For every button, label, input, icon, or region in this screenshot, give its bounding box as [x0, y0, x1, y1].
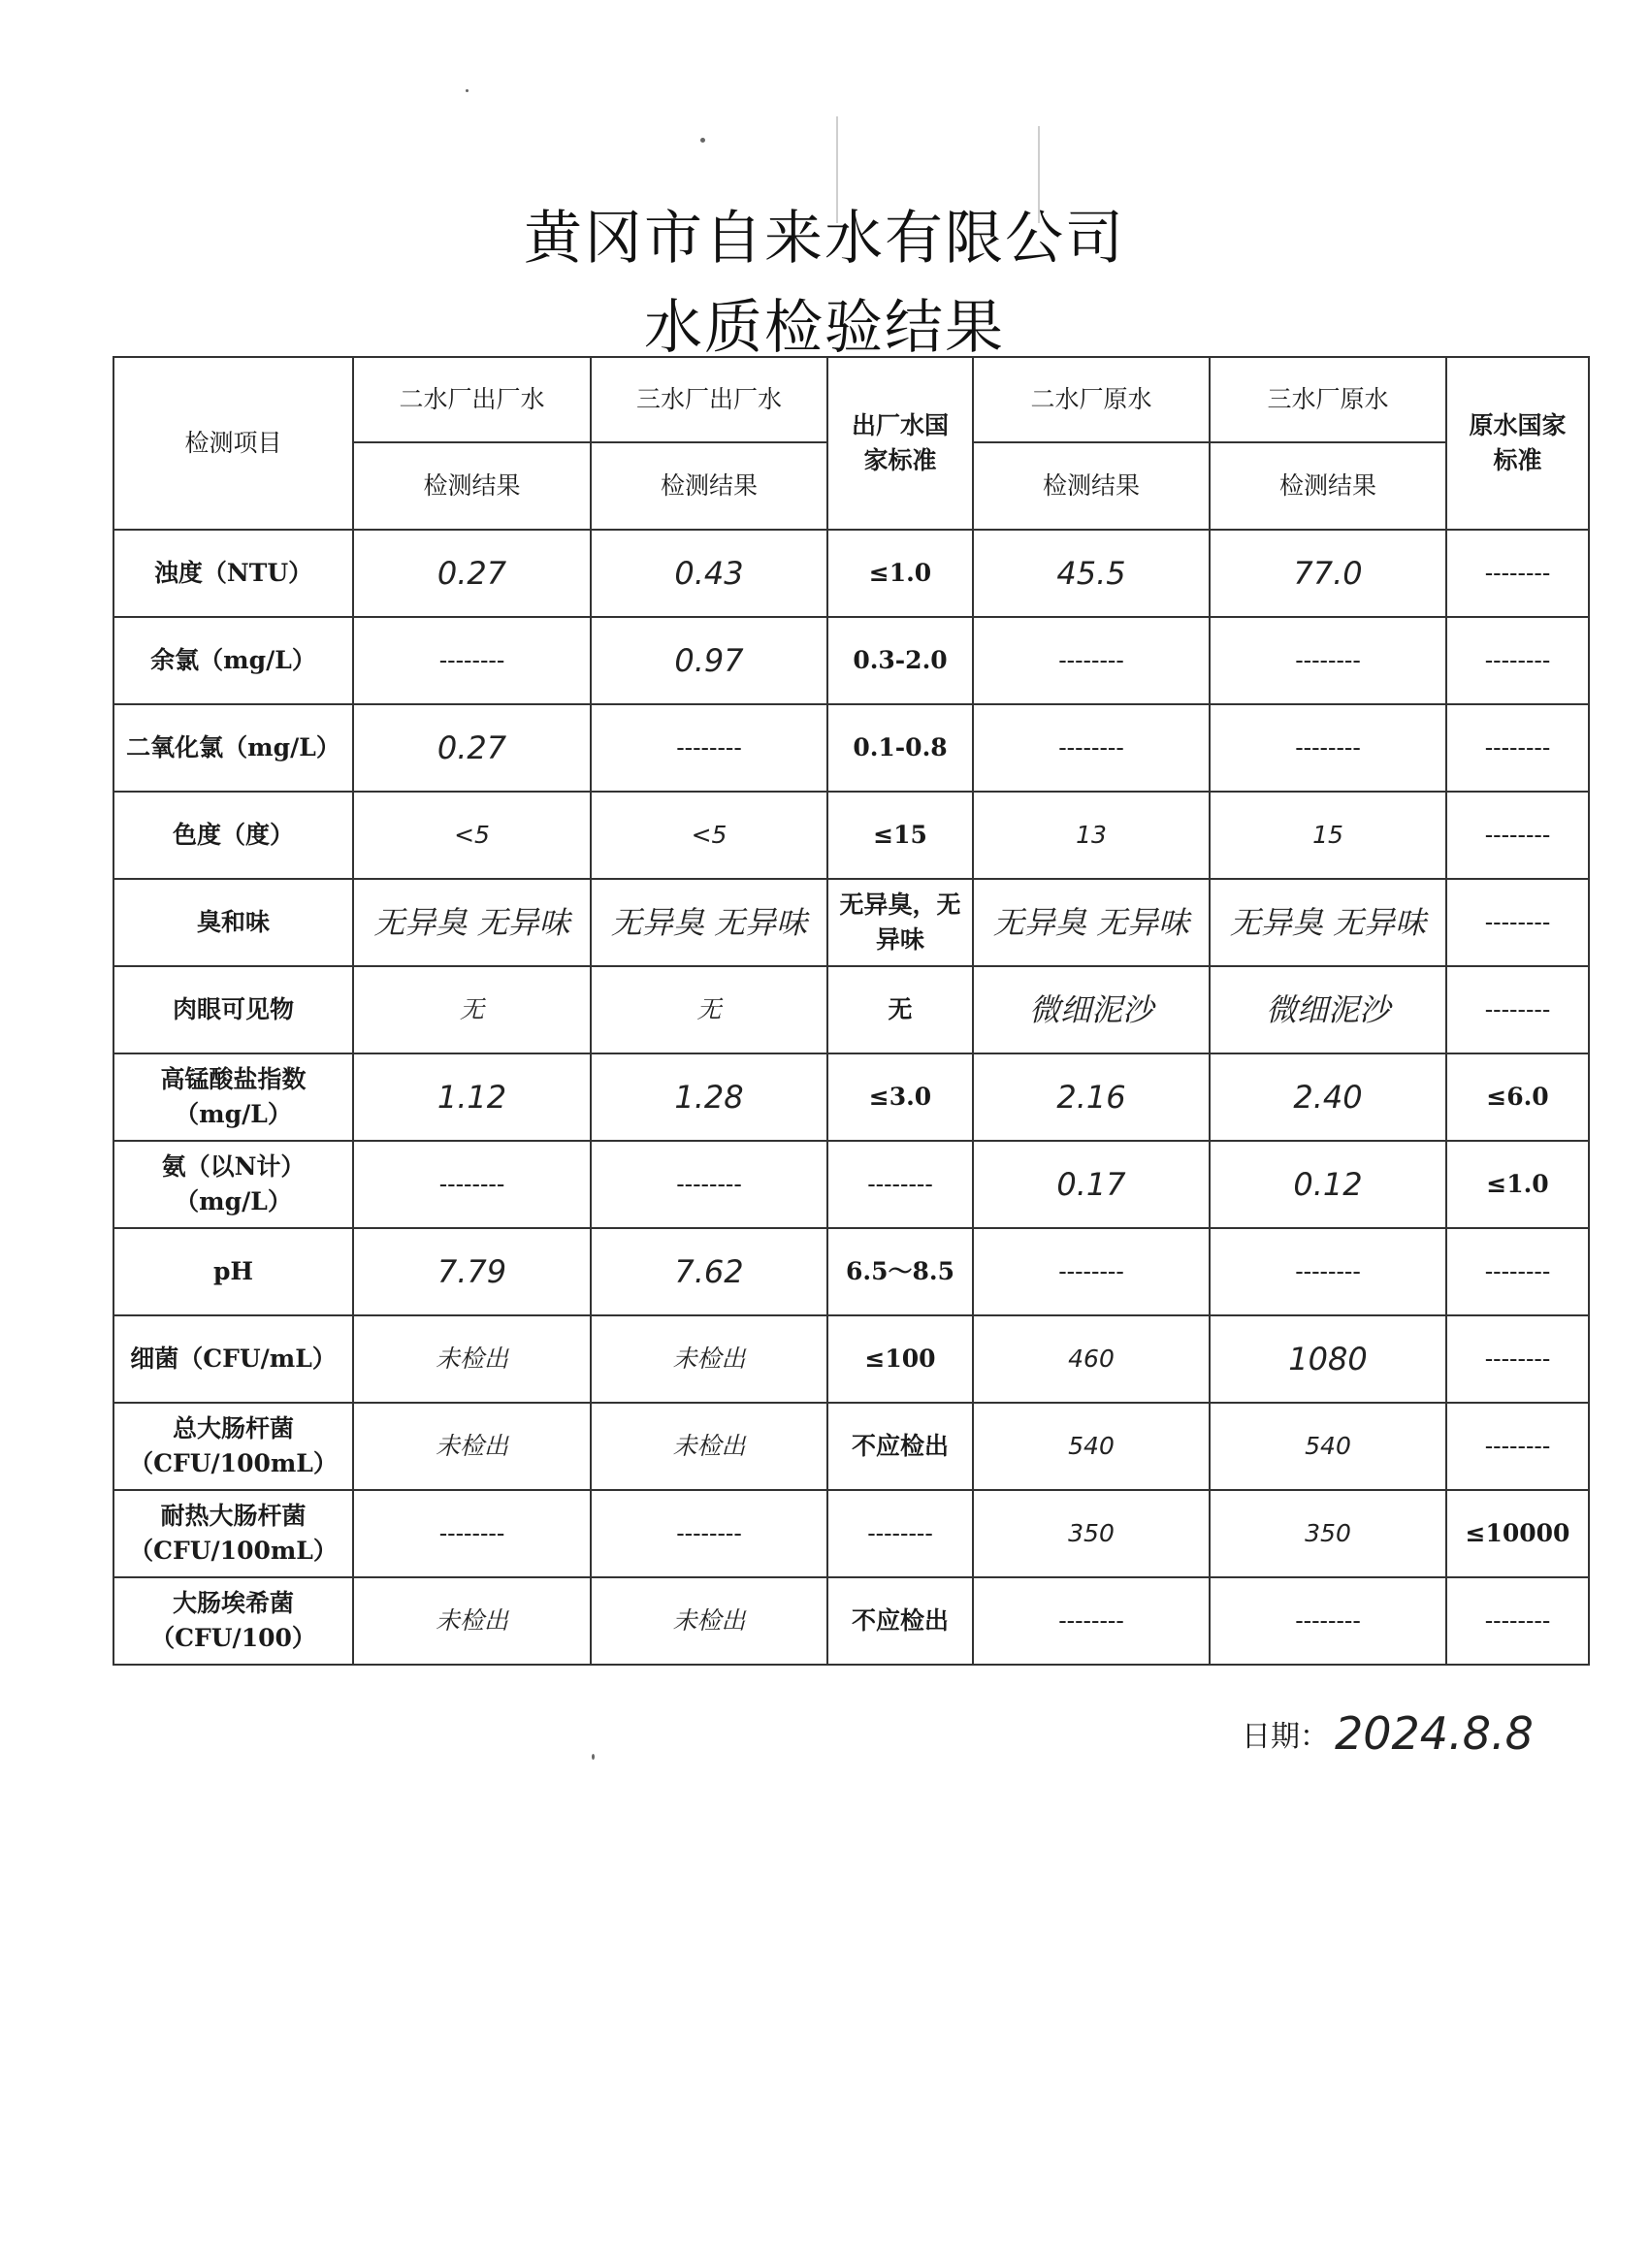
header-result-label: 检测结果	[1210, 442, 1446, 530]
plant3-raw-value: 350	[1210, 1490, 1446, 1577]
treated-standard-value: --------	[827, 1490, 973, 1577]
plant3-treated-value: 7.62	[591, 1228, 827, 1315]
plant3-raw-value: 15	[1210, 792, 1446, 879]
header-item: 检测项目	[113, 357, 353, 530]
plant3-raw-value: 0.12	[1210, 1141, 1446, 1228]
raw-standard-value: ≤6.0	[1446, 1053, 1589, 1141]
plant2-treated-value: --------	[353, 617, 591, 704]
table-row	[113, 704, 1589, 792]
raw-standard-value: --------	[1446, 704, 1589, 792]
report-date	[1242, 1707, 1534, 1760]
plant3-treated-value: --------	[591, 704, 827, 792]
raw-standard-value: ≤10000	[1446, 1490, 1589, 1577]
table-row	[113, 792, 1589, 879]
item-name: 耐热大肠杆菌（CFU/100mL）	[113, 1490, 353, 1577]
item-name: 大肠埃希菌（CFU/100）	[113, 1577, 353, 1665]
treated-standard-value: 无	[827, 966, 973, 1053]
plant3-treated-value: 无	[591, 966, 827, 1053]
plant3-treated-value: --------	[591, 1141, 827, 1228]
plant3-raw-value: 微细泥沙	[1210, 966, 1446, 1053]
raw-standard-value: --------	[1446, 1315, 1589, 1403]
treated-standard-value: 不应检出	[827, 1403, 973, 1490]
date-label: 日期：	[1242, 1720, 1329, 1754]
item-name: 高锰酸盐指数（mg/L）	[113, 1053, 353, 1141]
item-name: 浊度（NTU）	[113, 530, 353, 617]
plant2-treated-value: 0.27	[353, 704, 591, 792]
plant2-treated-value: <5	[353, 792, 591, 879]
plant3-raw-value: 540	[1210, 1403, 1446, 1490]
plant3-treated-value: <5	[591, 792, 827, 879]
table-row	[113, 879, 1589, 966]
plant3-raw-value: 无异臭 无异味	[1210, 879, 1446, 966]
table-body	[113, 530, 1589, 1665]
water-quality-table	[113, 356, 1590, 1666]
treated-standard-value: ≤15	[827, 792, 973, 879]
plant3-treated-value: 1.28	[591, 1053, 827, 1141]
header-plant3-treated: 三水厂出厂水	[591, 357, 827, 442]
plant3-raw-value: 2.40	[1210, 1053, 1446, 1141]
treated-standard-value: ≤3.0	[827, 1053, 973, 1141]
header-result-label: 检测结果	[591, 442, 827, 530]
table-row	[113, 966, 1589, 1053]
scan-speck	[592, 1754, 595, 1760]
plant3-raw-value: --------	[1210, 704, 1446, 792]
plant2-treated-value: 无异臭 无异味	[353, 879, 591, 966]
raw-standard-value: --------	[1446, 966, 1589, 1053]
plant2-raw-value: --------	[973, 1577, 1210, 1665]
table-row	[113, 1490, 1589, 1577]
plant3-treated-value: 0.97	[591, 617, 827, 704]
plant2-treated-value: 7.79	[353, 1228, 591, 1315]
raw-standard-value: --------	[1446, 530, 1589, 617]
treated-standard-value: 0.3-2.0	[827, 617, 973, 704]
table-row	[113, 1403, 1589, 1490]
raw-standard-value: --------	[1446, 879, 1589, 966]
plant2-raw-value: 0.17	[973, 1141, 1210, 1228]
header-plant3-raw: 三水厂原水	[1210, 357, 1446, 442]
table-row	[113, 1577, 1589, 1665]
plant2-treated-value: 未检出	[353, 1403, 591, 1490]
raw-standard-value: --------	[1446, 1577, 1589, 1665]
plant2-raw-value: 13	[973, 792, 1210, 879]
plant2-treated-value: 0.27	[353, 530, 591, 617]
plant3-raw-value: --------	[1210, 1577, 1446, 1665]
treated-standard-value: 6.5～8.5	[827, 1228, 973, 1315]
raw-standard-value: --------	[1446, 617, 1589, 704]
item-name: 氨（以N计）（mg/L）	[113, 1141, 353, 1228]
plant2-treated-value: --------	[353, 1141, 591, 1228]
plant2-raw-value: 2.16	[973, 1053, 1210, 1141]
plant2-raw-value: 无异臭 无异味	[973, 879, 1210, 966]
header-plant2-treated: 二水厂出厂水	[353, 357, 591, 442]
raw-standard-value: --------	[1446, 1228, 1589, 1315]
plant2-raw-value: --------	[973, 617, 1210, 704]
plant3-raw-value: --------	[1210, 617, 1446, 704]
company-title: 黄冈市自来水有限公司	[524, 205, 1125, 273]
treated-standard-value: --------	[827, 1141, 973, 1228]
raw-standard-value: ≤1.0	[1446, 1141, 1589, 1228]
plant3-treated-value: --------	[591, 1490, 827, 1577]
header-result-label: 检测结果	[973, 442, 1210, 530]
item-name: 细菌（CFU/mL）	[113, 1315, 353, 1403]
scan-speck	[700, 138, 705, 143]
plant2-treated-value: --------	[353, 1490, 591, 1577]
header-raw-standard: 原水国家标准	[1446, 357, 1589, 530]
plant2-treated-value: 未检出	[353, 1315, 591, 1403]
item-name: 二氧化氯（mg/L）	[113, 704, 353, 792]
plant2-raw-value: 540	[973, 1403, 1210, 1490]
raw-standard-value: --------	[1446, 792, 1589, 879]
table-row	[113, 617, 1589, 704]
item-name: 臭和味	[113, 879, 353, 966]
item-name: 色度（度）	[113, 792, 353, 879]
item-name: 余氯（mg/L）	[113, 617, 353, 704]
header-treated-standard: 出厂水国家标准	[827, 357, 973, 530]
header-result-label: 检测结果	[353, 442, 591, 530]
plant3-treated-value: 未检出	[591, 1315, 827, 1403]
scan-speck	[466, 89, 469, 92]
header-plant2-raw: 二水厂原水	[973, 357, 1210, 442]
plant3-raw-value: 1080	[1210, 1315, 1446, 1403]
plant2-treated-value: 无	[353, 966, 591, 1053]
plant3-treated-value: 未检出	[591, 1403, 827, 1490]
plant2-raw-value: 45.5	[973, 530, 1210, 617]
treated-standard-value: 0.1-0.8	[827, 704, 973, 792]
plant2-raw-value: --------	[973, 704, 1210, 792]
header-row	[113, 357, 1589, 442]
plant2-raw-value: 460	[973, 1315, 1210, 1403]
treated-standard-value: ≤100	[827, 1315, 973, 1403]
item-name: 总大肠杆菌（CFU/100mL）	[113, 1403, 353, 1490]
date-value: 2024.8.8	[1335, 1707, 1534, 1760]
plant3-raw-value: 77.0	[1210, 530, 1446, 617]
plant2-raw-value: 350	[973, 1490, 1210, 1577]
plant3-raw-value: --------	[1210, 1228, 1446, 1315]
treated-standard-value: 不应检出	[827, 1577, 973, 1665]
treated-standard-value: 无异臭，无异味	[827, 879, 973, 966]
raw-standard-value: --------	[1446, 1403, 1589, 1490]
plant3-treated-value: 未检出	[591, 1577, 827, 1665]
item-name: 肉眼可见物	[113, 966, 353, 1053]
table-row	[113, 530, 1589, 617]
table-row	[113, 1315, 1589, 1403]
plant3-treated-value: 无异臭 无异味	[591, 879, 827, 966]
table-row	[113, 1053, 1589, 1141]
table-row	[113, 1141, 1589, 1228]
treated-standard-value: ≤1.0	[827, 530, 973, 617]
item-name: pH	[113, 1228, 353, 1315]
plant2-raw-value: --------	[973, 1228, 1210, 1315]
plant2-treated-value: 未检出	[353, 1577, 591, 1665]
table-row	[113, 1228, 1589, 1315]
plant2-raw-value: 微细泥沙	[973, 966, 1210, 1053]
report-title: 水质检验结果	[644, 294, 1005, 362]
plant2-treated-value: 1.12	[353, 1053, 591, 1141]
plant3-treated-value: 0.43	[591, 530, 827, 617]
